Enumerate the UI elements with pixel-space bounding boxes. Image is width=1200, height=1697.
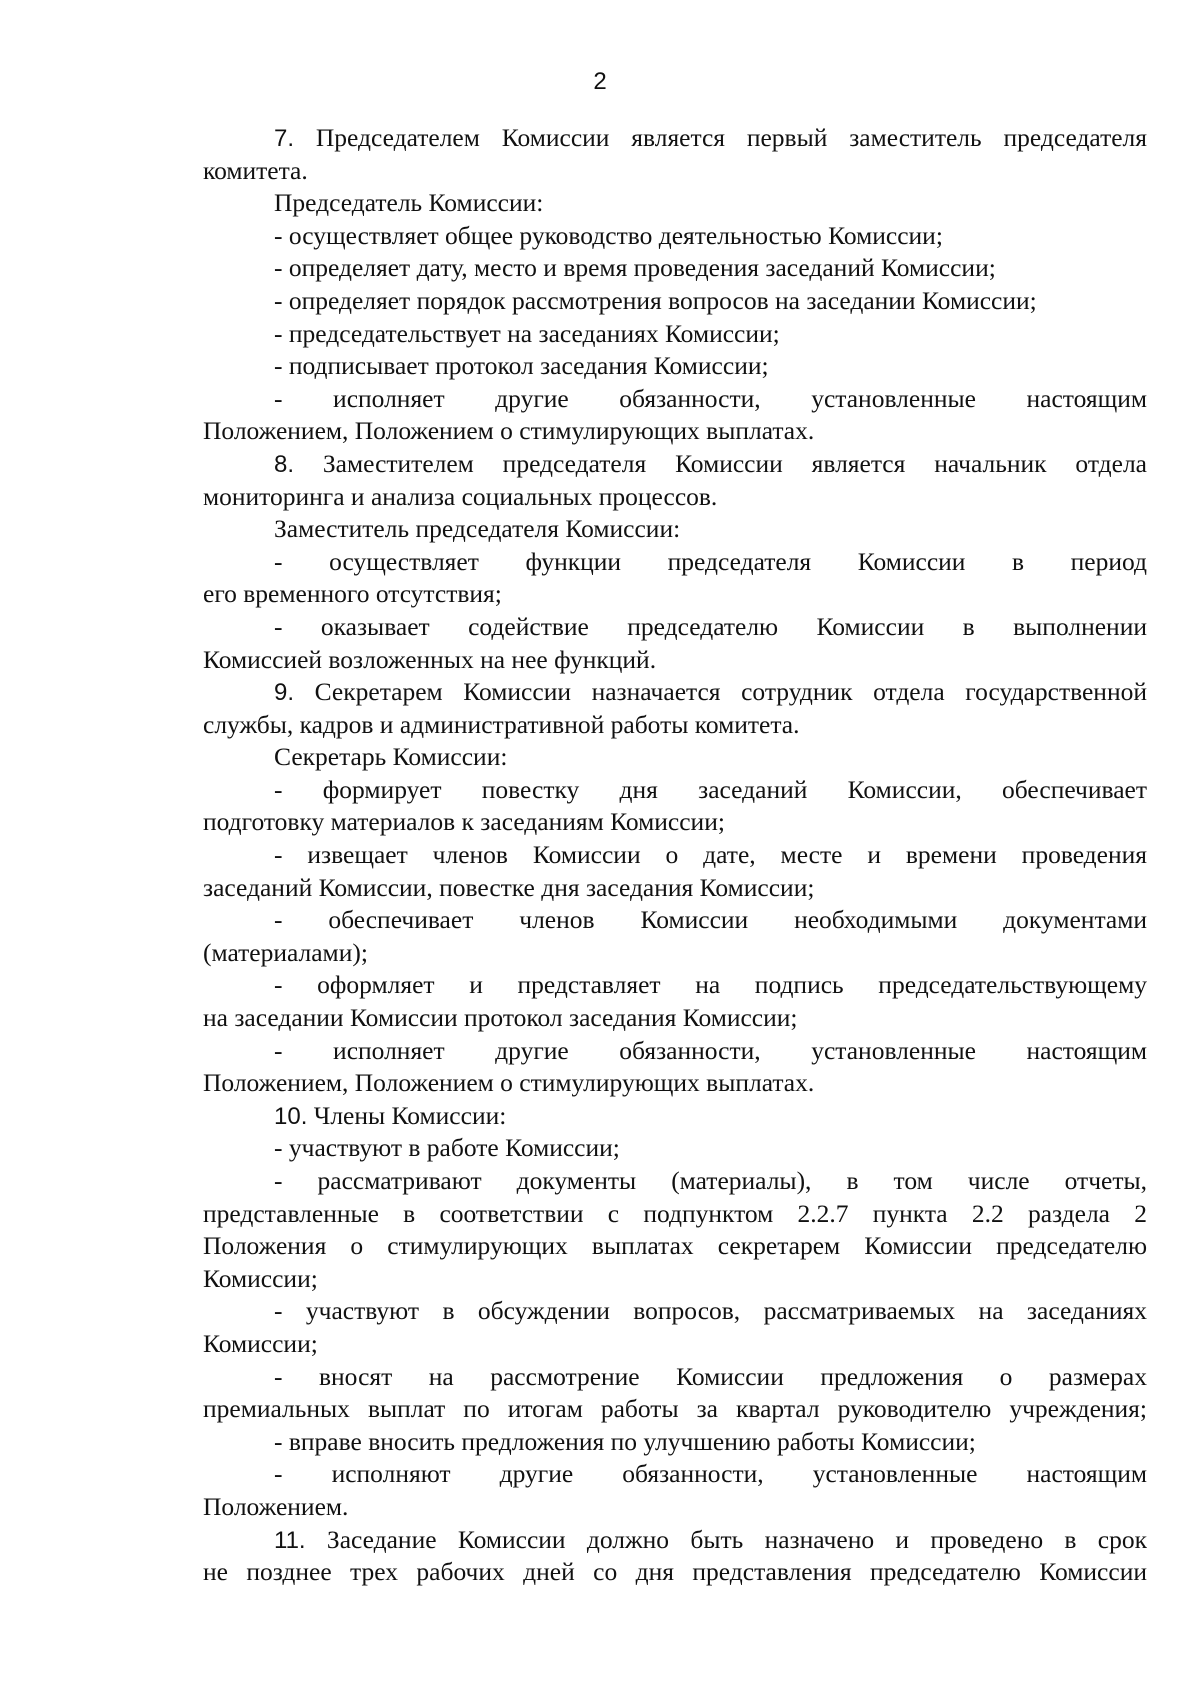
text-line: - осуществляет функции председателя Комиссии в период [274,546,1147,576]
text-line: Комиссии; [203,1328,318,1358]
text-line: 10. Члены Комиссии: [274,1100,507,1130]
document-body [203,122,1147,1589]
clause-number: 11. [274,1526,306,1554]
text-line: Заместитель председателя Комиссии: [274,514,681,544]
text-line: - определяет дату, место и время проведения заседаний Комиссии; [274,253,996,283]
text-line: (материалами); [203,937,368,967]
text-line: - исполняют другие обязанности, установленные настоящим [274,1459,1147,1489]
text-line: 8. Заместителем председателя Комиссии является начальник отдела [274,448,1147,478]
text-line: - рассматривают документы (материалы), в том числе отчеты, [274,1166,1147,1195]
text-line: мониторинга и анализа социальных процессов. [203,481,718,511]
clause-number: 7. [274,125,295,152]
text-line: - определяет порядок рассмотрения вопросов на заседании Комиссии; [274,285,1037,315]
text-line: 9. Секретарем Комиссии назначается сотрудник отдела государственной [274,677,1147,707]
text-line: службы, кадров и административной работы комитета. [203,709,800,739]
text-line: премиальных выплат по итогам работы за квартал руководителю учреждения; [203,1394,1147,1424]
text-line: - формирует повестку дня заседаний Комиссии, обеспечивает [274,774,1147,804]
text-line: - участвуют в работе Комиссии; [274,1133,620,1163]
text-line: Комиссии; [203,1263,318,1293]
text-line: - осуществляет общее руководство деятельностью Комиссии; [274,220,943,250]
text-line: - извещает членов Комиссии о дате, месте и времени проведения [274,840,1147,870]
text-line: представленные в соответствии с подпунктом 2.2.7 пункта 2.2 раздела 2 [203,1198,1147,1228]
text-line: - вносят на рассмотрение Комиссии предложения о размерах [274,1361,1147,1391]
text-line: Положением. [203,1491,349,1521]
text-line: - обеспечивает членов Комиссии необходимыми документами [274,905,1147,935]
clause-number: 10. [274,1102,308,1130]
text-line: 11. Заседание Комиссии должно быть назначено и проведено в срок [274,1524,1147,1554]
text-line: - исполняет другие обязанности, установленные настоящим [274,383,1147,413]
text-line: - вправе вносить предложения по улучшению работы Комиссии; [274,1426,976,1456]
text-line: Председатель Комиссии: [274,188,544,218]
text-line: заседаний Комиссии, повестке дня заседания Комиссии; [203,872,815,902]
text-line: на заседании Комиссии протокол заседания Комиссии; [203,1003,798,1033]
text-line: Секретарь Комиссии: [274,742,508,772]
text-line: - оформляет и представляет на подпись председательствующему [274,970,1147,1000]
text-line: его временного отсутствия; [203,579,502,609]
text-line: комитета. [203,155,308,185]
text-line: - исполняет другие обязанности, установленные настоящим [274,1035,1147,1065]
page-number: 2 [593,68,607,95]
text-line: 7. Председателем Комиссии является первый заместитель председателя [274,123,1147,152]
text-line: Положения о стимулирующих выплатах секретарем Комиссии председателю [203,1231,1147,1261]
text-line: - участвуют в обсуждении вопросов, рассматриваемых на заседаниях [274,1296,1147,1326]
clause-number: 9. [274,679,295,707]
text-line: Положением, Положением о стимулирующих выплатах. [203,416,815,446]
text-line: не позднее трех рабочих дней со дня представления председателю Комиссии [203,1557,1147,1587]
text-line: Комиссией возложенных на нее функций. [203,644,657,674]
text-line: подготовку материалов к заседаниям Комиссии; [203,807,725,837]
text-line: - подписывает протокол заседания Комиссии; [274,351,769,381]
text-line: Положением, Положением о стимулирующих выплатах. [203,1068,815,1098]
text-line: - председательствует на заседаниях Комиссии; [274,318,780,348]
clause-number: 8. [274,450,295,478]
text-line: - оказывает содействие председателю Комиссии в выполнении [274,611,1147,641]
